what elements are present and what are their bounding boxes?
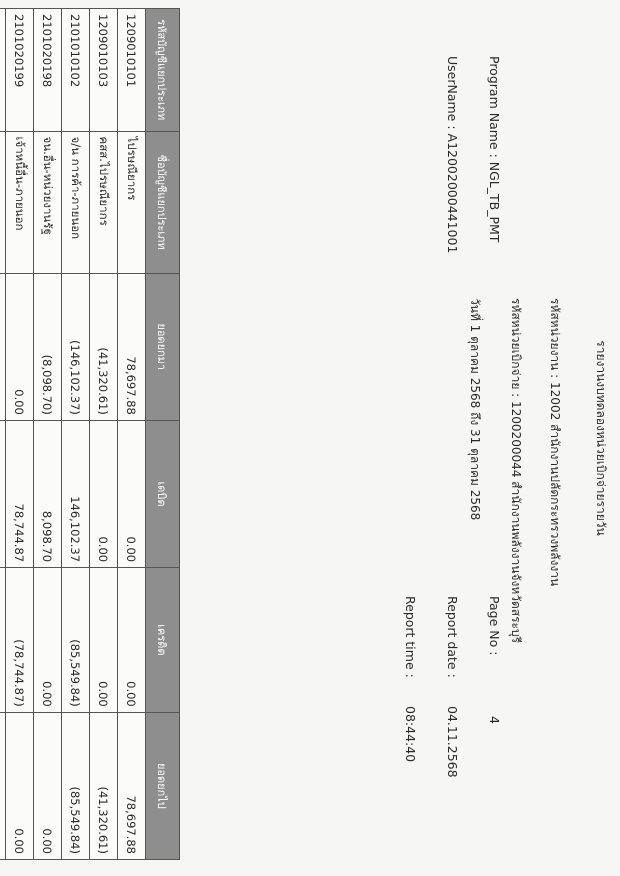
agency-line: รหัสหน่วยงาน : 12002 สำนักงานปลัดกระทรวงพลังงาน — [548, 298, 562, 587]
closing-balance: (41,320.61) — [90, 712, 118, 859]
trial-balance-table — [0, 8, 180, 860]
header-opening-balance: ยอดยกมา — [146, 273, 180, 420]
account-name: ไปรษณียากร — [118, 131, 146, 273]
disbursing-unit-line: รหัสหน่วยเบิกจ่าย : 1200200044 สำนักงานพลังงานจังหวัดสระบุรี — [509, 298, 523, 644]
table-row — [118, 9, 146, 860]
closing-balance: 78,697.88 — [118, 712, 146, 859]
table-header-row — [146, 9, 180, 860]
report-time-label: Report time : — [403, 596, 418, 678]
account-code: 1209010101 — [118, 9, 146, 132]
page-no-label: Page No : — [487, 596, 502, 656]
table-row — [0, 9, 6, 860]
account-code: 2101020199 — [6, 9, 34, 132]
opening-balance: 0.00 — [6, 273, 34, 420]
account-name: จ/น การค้า-ภายนอก — [62, 131, 90, 273]
report-time-value: 08:44:40 — [403, 706, 418, 763]
closing-balance: 0.00 — [6, 712, 34, 859]
closing-balance: 0.00 — [34, 712, 62, 859]
opening-balance: 78,697.88 — [118, 273, 146, 420]
credit-amount: 0.00 — [34, 568, 62, 713]
closing-balance — [0, 712, 6, 859]
debit-amount: 8,098.70 — [34, 420, 62, 567]
header-account-code: รหัสบัญชีแยกประเภท — [146, 9, 180, 132]
closing-balance: (85,549.84) — [62, 712, 90, 859]
header-credit: เครดิต — [146, 568, 180, 713]
credit-amount — [0, 568, 6, 713]
credit-amount: 0.00 — [90, 568, 118, 713]
account-name: คสส.ไปรษณียากร — [90, 131, 118, 273]
debit-amount — [0, 420, 6, 567]
debit-amount: 146,102.37 — [62, 420, 90, 567]
opening-balance — [0, 273, 6, 420]
account-code: 2101020198 — [34, 9, 62, 132]
table-row — [6, 9, 34, 860]
table-row — [62, 9, 90, 860]
table-row — [34, 9, 62, 860]
debit-amount: 0.00 — [118, 420, 146, 567]
account-code — [0, 9, 6, 132]
debit-amount: 78,744.87 — [6, 420, 34, 567]
opening-balance: (8,098.70) — [34, 273, 62, 420]
opening-balance: (41,320.61) — [90, 273, 118, 420]
page-no-value: 4 — [487, 716, 502, 724]
program-name: Program Name : NGL_TB_PMT — [487, 56, 502, 243]
report-date-label: Report date : — [445, 596, 460, 678]
header-account-name: ชื่อบัญชีแยกประเภท — [146, 131, 180, 273]
account-name — [0, 131, 6, 273]
account-code: 1209010103 — [90, 9, 118, 132]
header-debit: เดบิต — [146, 420, 180, 567]
account-name: เจ้าหนี้อื่น-ภายนอก — [6, 131, 34, 273]
user-name: UserName : A12002000441001 — [445, 56, 460, 254]
account-name: จน.อื่น-หน่วยงานรัฐ — [34, 131, 62, 273]
date-range: วันที่ 1 ตุลาคม 2568 ถึง 31 ตุลาคม 2568 — [468, 298, 482, 521]
report-date-value: 04.11.2568 — [445, 706, 460, 778]
credit-amount: 0.00 — [118, 568, 146, 713]
header-closing-balance: ยอดยกไป — [146, 712, 180, 859]
debit-amount: 0.00 — [90, 420, 118, 567]
account-code: 2101010102 — [62, 9, 90, 132]
credit-amount: (85,549.84) — [62, 568, 90, 713]
table-row — [90, 9, 118, 860]
credit-amount: (78,744.87) — [6, 568, 34, 713]
report-title: รายงานงบทดลองหน่วยเบิกจ่ายรายวัน — [594, 340, 608, 536]
opening-balance: (146,102.37) — [62, 273, 90, 420]
